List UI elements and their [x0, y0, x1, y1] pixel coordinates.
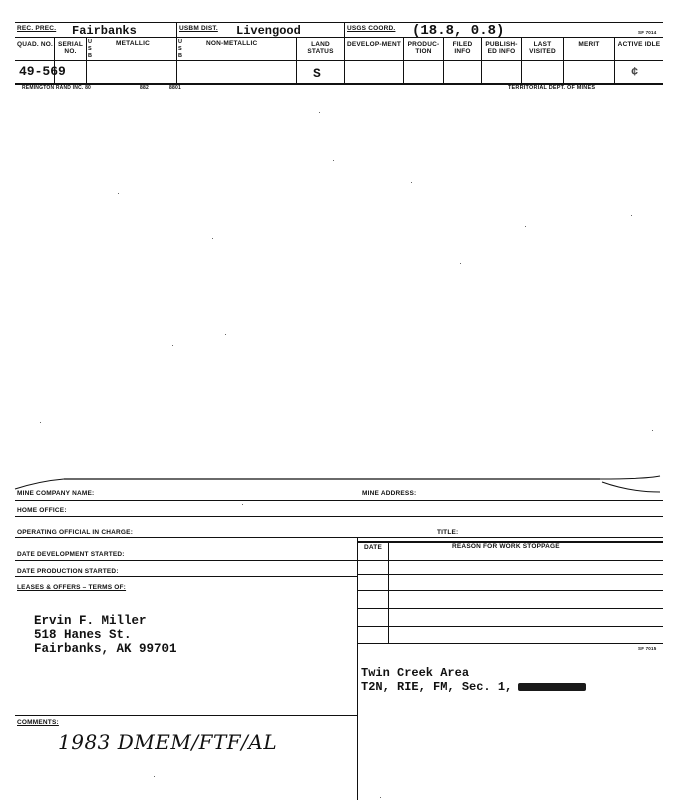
mine-address-label: MINE ADDRESS: — [362, 490, 417, 497]
rule — [15, 537, 663, 538]
mine-company-label: MINE COMPANY NAME: — [17, 490, 95, 497]
scan-speck — [212, 238, 213, 239]
scan-speck — [40, 422, 41, 423]
scan-speck — [154, 776, 155, 777]
rec-prec-label: REC. PREC. — [17, 25, 57, 32]
date-development-label: DATE DEVELOPMENT STARTED: — [17, 551, 125, 558]
col-production: PRODUC-TION — [407, 41, 440, 55]
scan-speck — [380, 797, 381, 798]
printer-line: REMINGTON RAND INC. 80 — [22, 85, 92, 91]
leases-line-2: 518 Hanes St. — [34, 628, 132, 642]
scan-speck — [172, 345, 173, 346]
scan-speck — [525, 226, 526, 227]
col-published-info: PUBLISH-ED INFO — [485, 41, 518, 55]
usbm-dist-value: Livengood — [236, 24, 301, 38]
rec-prec-value: Fairbanks — [72, 24, 137, 38]
scan-speck — [631, 215, 632, 216]
scan-speck — [652, 430, 653, 431]
home-office-label: HOME OFFICE: — [17, 507, 67, 514]
top-curved-rule — [0, 470, 678, 500]
scan-speck — [118, 193, 119, 194]
rule — [15, 500, 663, 501]
rule — [15, 560, 663, 561]
rule — [357, 626, 663, 627]
usbm-dist-label: USBM DIST. — [179, 25, 218, 32]
col-metallic: METALLIC — [116, 40, 150, 47]
land-status-value: S — [313, 66, 321, 81]
rule — [15, 60, 663, 61]
title-label: TITLE: — [437, 529, 459, 536]
department-line: TERRITORIAL DEPT. OF MINES — [508, 85, 596, 91]
col-b: B — [88, 53, 93, 59]
printer-code-1: 882 — [140, 85, 149, 91]
quad-serial-value: 49-569 — [19, 64, 66, 79]
location-line-2: T2N, RIE, FM, Sec. 1, — [361, 680, 513, 694]
rule — [357, 574, 663, 575]
scan-speck — [319, 112, 320, 113]
col-s-2: S — [178, 46, 182, 52]
scan-speck — [460, 263, 461, 264]
comments-label: COMMENTS: — [17, 719, 59, 726]
col-non-metallic: NON-METALLIC — [206, 40, 258, 47]
rule — [357, 590, 663, 591]
usgs-coord-value: (18.8, 0.8) — [412, 23, 505, 39]
col-active-idle: ACTIVE IDLE — [617, 41, 661, 48]
rule — [344, 22, 345, 83]
col-last-visited: LAST VISITED — [529, 41, 556, 55]
scan-speck — [333, 160, 334, 161]
col-land-status: LAND STATUS — [307, 41, 334, 55]
operating-official-label: OPERATING OFFICIAL IN CHARGE: — [17, 529, 134, 536]
location-line-1: Twin Creek Area — [361, 666, 470, 680]
col-serial-no: SERIAL NO. — [57, 41, 84, 55]
rule — [15, 576, 358, 577]
rule — [15, 715, 358, 716]
rule — [15, 516, 663, 517]
usgs-coord-label: USGS COORD. — [347, 25, 396, 32]
printer-code-2: 8801 — [169, 85, 181, 91]
date-column-header: DATE — [364, 544, 383, 551]
scan-speck — [411, 182, 412, 183]
leases-offers-label: LEASES & OFFERS – TERMS OF: — [17, 584, 127, 591]
form-number-2: SF 7015 — [638, 646, 657, 651]
leases-line-3: Fairbanks, AK 99701 — [34, 642, 177, 656]
form-number: SF 7014 — [638, 30, 657, 35]
col-development: DEVELOP-MENT — [346, 41, 402, 48]
scan-speck — [242, 504, 243, 505]
rule — [176, 22, 177, 83]
col-u-2: U — [178, 39, 183, 45]
col-u: U — [88, 39, 93, 45]
col-filed-info: FILED INFO — [452, 41, 473, 55]
col-merit: MERIT — [578, 41, 600, 48]
rule — [86, 37, 87, 83]
col-quad-no: QUAD. NO. — [16, 41, 54, 48]
struck-out-text — [518, 683, 586, 691]
leases-line-1: Ervin F. Miller — [34, 614, 147, 628]
rule — [388, 541, 389, 643]
col-s: S — [88, 46, 92, 52]
stamp-mark: ¢ — [631, 65, 639, 79]
col-b-2: B — [178, 53, 183, 59]
rule — [357, 537, 358, 800]
date-production-label: DATE PRODUCTION STARTED: — [17, 568, 119, 575]
comments-handwritten: 1983 DMEM/FTF/AL — [58, 730, 278, 754]
rule — [357, 643, 663, 644]
rule — [357, 608, 663, 609]
scan-speck — [225, 334, 226, 335]
reason-column-header: REASON FOR WORK STOPPAGE — [452, 543, 560, 550]
rule — [15, 22, 663, 23]
